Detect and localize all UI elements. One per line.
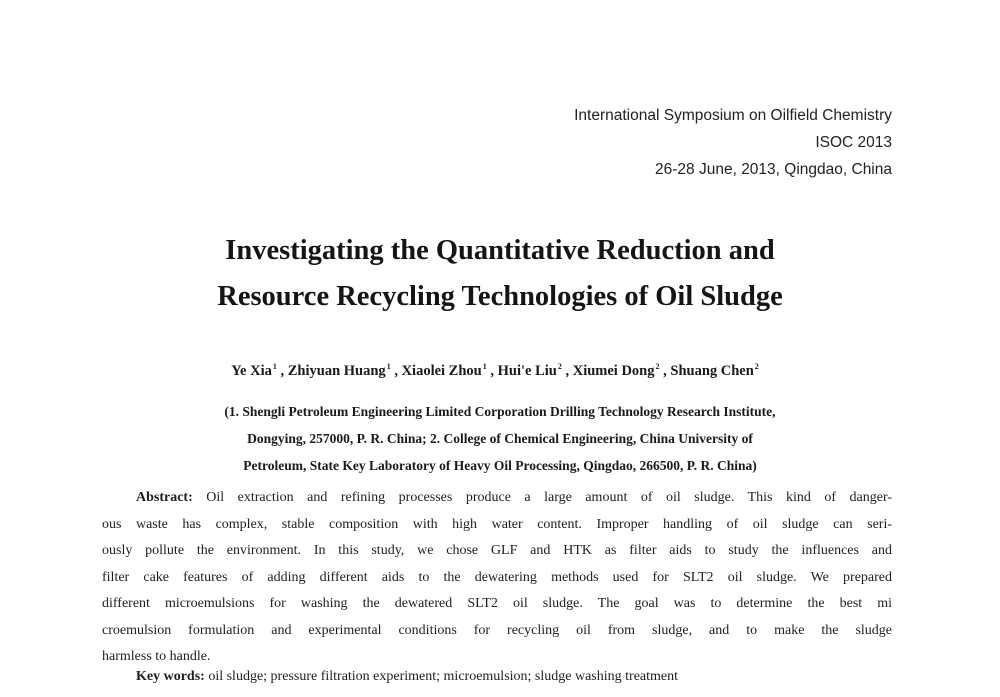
author-name: Xiumei Dong (572, 363, 655, 379)
paper-title (0, 228, 1000, 320)
title-line-2: Resource Recycling Technologies of Oil Sludge (217, 281, 783, 312)
author (498, 363, 573, 379)
author-separator: , (659, 363, 671, 379)
conference-name: International Symposium on Oilfield Chemistry (574, 107, 892, 124)
author (573, 363, 671, 379)
affiliation-line-2: Dongying, 257000, P. R. China; 2. College of Chemical Engineering, China University of (247, 431, 753, 446)
abstract-line: ous waste has complex, stable composition with high water content. Improper handling of oil sludge can seri- (102, 516, 892, 532)
keywords-label: Key words: (136, 669, 205, 684)
author-affiliation-mark: 1 (482, 362, 487, 371)
author-affiliation-mark: 1 (386, 362, 391, 371)
conference-header (574, 102, 892, 183)
author-affiliation-mark: 2 (754, 362, 759, 371)
author-affiliation-mark: 2 (557, 362, 562, 371)
author-separator: , (276, 363, 288, 379)
author (288, 363, 402, 379)
keywords-text: oil sludge; pressure filtration experiment; microemulsion; sludge washing treatment (204, 669, 678, 684)
author (670, 363, 758, 379)
author-name: Xiaolei Zhou (401, 363, 482, 379)
abstract-line (102, 485, 892, 512)
author-separator: , (390, 363, 402, 379)
conference-acronym: ISOC 2013 (815, 134, 892, 151)
conference-date-place: 26-28 June, 2013, Qingdao, China (655, 161, 892, 178)
keywords (136, 669, 678, 685)
author (402, 363, 498, 379)
abstract-line: croemulsion formulation and experimental conditions for recycling oil from sludge, and to make the sludge (102, 622, 892, 638)
abstract-text: Oil extraction and refining processes produce a large amount of oil sludge. This kind of danger- (192, 490, 892, 505)
abstract-line: harmless to handle. (102, 649, 211, 664)
affiliations (0, 398, 1000, 479)
author-separator: , (486, 363, 498, 379)
author-affiliation-mark: 2 (655, 362, 660, 371)
author-name: Shuang Chen (670, 363, 754, 379)
author-separator: , (561, 363, 573, 379)
affiliation-line-3: Petroleum, State Key Laboratory of Heavy Oil Processing, Qingdao, 266500, P. R. China) (243, 458, 757, 473)
author-name: Ye Xia (231, 363, 272, 379)
author (231, 363, 288, 379)
abstract-line: ously pollute the environment. In this study, we chose GLF and HTK as filter aids to study the influences and (102, 543, 892, 558)
title-line-1: Investigating the Quantitative Reduction and (225, 235, 775, 266)
abstract (102, 485, 892, 671)
author-affiliation-mark: 1 (272, 362, 277, 371)
abstract-line: different microemulsions for washing the dewatered SLT2 oil sludge. The goal was to determine the best mi (102, 596, 892, 611)
affiliation-line-1: (1. Shengli Petroleum Engineering Limited Corporation Drilling Technology Research Institute, (224, 404, 776, 419)
abstract-line: filter cake features of adding different aids to the dewatering methods used for SLT2 oil sludge. We prepared (102, 569, 892, 585)
author-list (0, 362, 990, 380)
author-name: Hui'e Liu (497, 363, 557, 379)
author-name: Zhiyuan Huang (287, 363, 386, 379)
abstract-label: Abstract: (136, 490, 193, 505)
